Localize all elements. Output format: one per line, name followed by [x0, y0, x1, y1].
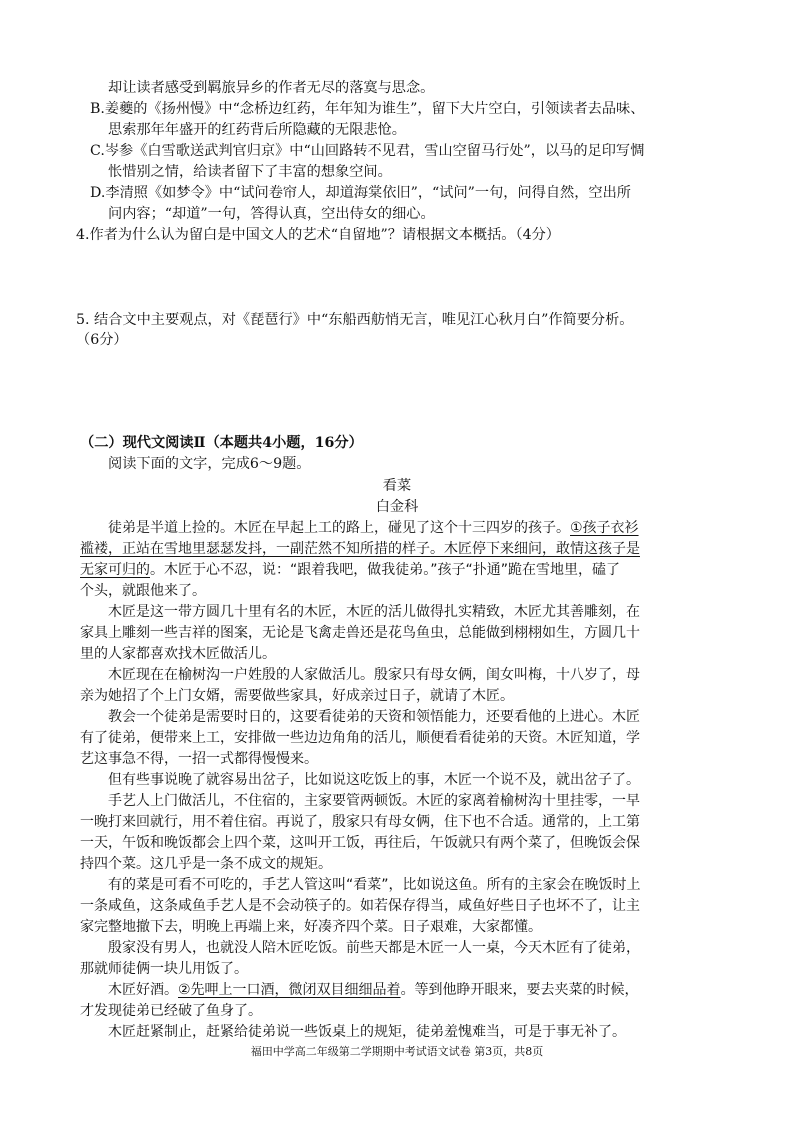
story-para6-line2: 一晚打来回就行，用不着住宿。再说了，殷家只有母女俩，住下也不合适。通常的，上工第 — [80, 814, 640, 830]
question-4: 4.作者为什么认为留白是中国文人的艺术“自留地”？请根据文本概括。（4分） — [76, 227, 560, 243]
story-para1-line3: 无家可归的。木匠于心不忍，说：“跟着我吧，做我徒弟。”孩子“扑通”跪在雪地里，磕了 — [80, 562, 621, 578]
story-para4-line1: 教会一个徒弟是需要时日的，这要看徒弟的天资和领悟能力，还要看他的上进心。木匠 — [108, 709, 640, 725]
q3-option-d-line1: D.李清照《如梦令》中“试问卷帘人，却道海棠依旧”，“试问”一句，问得自然，空出所 — [90, 185, 631, 201]
story-para9-line1: 木匠好酒。②先呷上一口酒，微闭双目细细品着。等到他睁开眼来，要去夹菜的时候， — [108, 982, 639, 998]
story-para2-line2: 家具上雕刻一些吉祥的图案，无论是飞禽走兽还是花鸟鱼虫，总能做到栩栩如生，方圆几十 — [80, 625, 640, 641]
q3-option-c-line1: C.岑参《白雪歌送武判官归京》中“山回路转不见君，雪山空留马行处”，以马的足印写惆 — [90, 143, 645, 159]
q3-option-a-continuation: 却让读者感受到羁旅异乡的作者无尽的落寞与思念。 — [108, 80, 435, 96]
section-heading: （二）现代文阅读Ⅱ（本题共4小题，16分） — [80, 435, 363, 451]
story-author: 白金科 — [375, 499, 419, 515]
q3-option-c-line2: 怅惜别之情，给读者留下了丰富的想象空间。 — [108, 164, 392, 180]
story-para9-line2: 才发现徒弟已经破了鱼身了。 — [80, 1003, 262, 1019]
q3-option-b-line2: 思索那年年盛开的红药背后所隐藏的无限悲怆。 — [108, 122, 406, 138]
story-para1-line2: 褴褛，正站在雪地里瑟瑟发抖，一副茫然不知所措的样子。木匠停下来细问，敢情这孩子是 — [80, 541, 640, 557]
story-para4-line3: 艺这事急不得，一招一式都得慢慢来。 — [80, 751, 318, 767]
story-para1-line4: 个头，就跟他来了。 — [80, 583, 206, 599]
section-instruction: 阅读下面的文字，完成6～9题。 — [108, 456, 311, 472]
q3-option-d-line2: 问内容；“却道”一句，答得认真，空出侍女的细心。 — [108, 206, 435, 222]
story-para6-line1: 手艺人上门做活儿，不住宿的，主家要管两顿饭。木匠的家离着榆树沟十里挂零，一早 — [108, 793, 640, 809]
story-para7-line1: 有的菜是可看不可吃的，手艺人管这叫“看菜”，比如说这鱼。所有的主家会在晚饭时上 — [108, 877, 641, 893]
story-para5-line1: 但有些事说晚了就容易出岔子，比如说这吃饭上的事，木匠一个说不及，就出岔子了。 — [108, 772, 640, 788]
q3-option-b-line1: B.姜夔的《扬州慢》中“念桥边红药，年年知为谁生”，留下大片空白，引领读者去品味、 — [90, 101, 645, 117]
question-5-line2: （6分） — [76, 332, 128, 348]
page-footer: 福田中学高二年级第二学期期中考试语文试卷 第3页，共8页 — [250, 1045, 544, 1058]
story-para3-line2: 亲为她招了个上门女婿，需要做些家具，好成亲过日子，就请了木匠。 — [80, 688, 514, 704]
story-para8-line2: 那就师徒俩一块儿用饭了。 — [80, 961, 248, 977]
story-para8-line1: 殷家没有男人，也就没人陪木匠吃饭。前些天都是木匠一人一桌，今天木匠有了徒弟， — [108, 940, 640, 956]
underline-sentence-2: ②先呷上一口酒，微闭双目细细品着 — [178, 982, 401, 998]
underline-sentence-1: ①孩子衣衫 — [570, 520, 639, 536]
story-title: 看菜 — [382, 478, 412, 494]
question-5-line1: 5. 结合文中主要观点，对《琵琶行》中“东船西舫悄无言，唯见江心秋月白”作简要分析。 — [76, 312, 634, 328]
story-para2-line1: 木匠是这一带方圆几十里有名的木匠，木匠的活儿做得扎实精致，木匠尤其善雕刻，在 — [108, 604, 640, 620]
story-para4-line2: 有了徒弟，便带来上工，安排做一些边边角角的活儿，顺便看看徒弟的天资。木匠知道，学 — [80, 730, 640, 746]
story-para7-line3: 家完整地撤下去，明晚上再端上来，好凑齐四个菜。日子艰难，大家都懂。 — [80, 919, 542, 935]
story-para7-line2: 一条咸鱼，这条咸鱼手艺人是不会动筷子的。如若保存得当，咸鱼好些日子也坏不了，让主 — [80, 898, 640, 914]
story-para10-line1: 木匠赶紧制止，赶紧给徒弟说一些饭桌上的规矩，徒弟羞愧难当，可是于事无补了。 — [108, 1024, 626, 1040]
story-para6-line4: 持四个菜。这几乎是一条不成文的规矩。 — [80, 856, 332, 872]
story-para3-line1: 木匠现在在榆树沟一户姓殷的人家做活儿。殷家只有母女俩，闺女叫梅，十八岁了，母 — [108, 667, 640, 683]
story-para2-line3: 里的人家都喜欢找木匠做活儿。 — [80, 646, 276, 662]
story-para1-line1: 徒弟是半道上捡的。木匠在早起上工的路上，碰见了这个十三四岁的孩子。①孩子衣衫 — [108, 520, 639, 536]
story-para6-line3: 一天，午饭和晚饭都会上四个菜，这叫开工饭，再往后，午饭就只有两个菜了，但晚饭会保 — [80, 835, 640, 851]
